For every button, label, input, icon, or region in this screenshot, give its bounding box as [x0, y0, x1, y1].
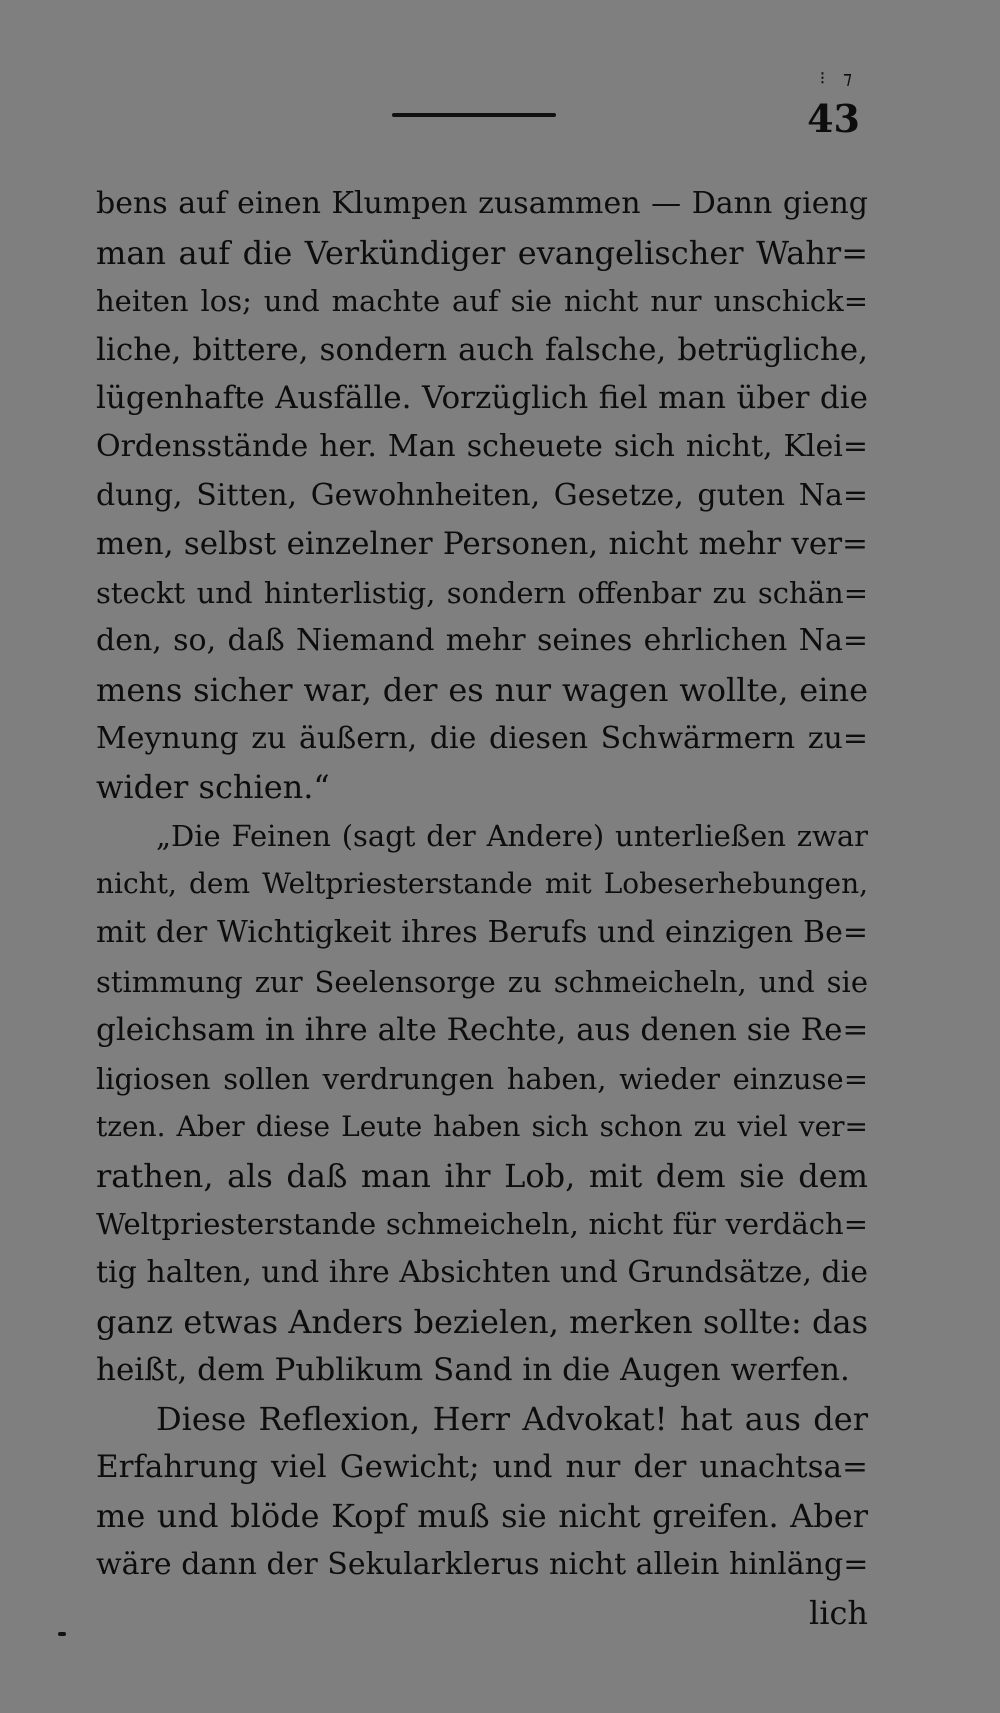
header-rule: [392, 113, 556, 117]
text-line: Diese Reflexion, Herr Advokat! hat aus der: [156, 1399, 868, 1438]
text-line: heißt, dem Publikum Sand in die Augen werfen.: [96, 1352, 850, 1389]
text-line: Meynung zu äußern, die diesen Schwärmern zu=: [96, 720, 868, 756]
top-marks: ⁝ ⁊: [819, 68, 858, 89]
text-line: men, selbst einzelner Personen, nicht mehr ver=: [96, 526, 868, 563]
text-line: ligiosen sollen verdrungen haben, wieder einzuse=: [96, 1061, 868, 1096]
ink-speck: [58, 1632, 66, 1636]
body-text: [96, 180, 868, 1638]
text-line: rathen, als daß man ihr Lob, mit dem sie dem: [96, 1156, 868, 1195]
text-line: man auf die Verkündiger evangelischer Wahr=: [96, 233, 868, 272]
text-line: tig halten, und ihre Absichten und Grundsätze, die: [96, 1255, 869, 1291]
text-line: bens auf einen Klumpen zusammen — Dann gieng: [96, 186, 868, 221]
text-line: nicht, dem Weltpriesterstande mit Lobeserhebungen,: [96, 867, 868, 901]
text-line: mens sicher war, der es nur wagen wollte, eine: [96, 670, 868, 709]
text-line: me und blöde Kopf muß sie nicht greifen. Aber: [96, 1497, 868, 1536]
text-line: den, so, daß Niemand mehr seines ehrlichen Na=: [96, 623, 868, 659]
text-line: Weltpriesterstande schmeicheln, nicht für verdäch=: [96, 1207, 868, 1242]
text-line: liche, bittere, sondern auch falsche, betrügliche,: [96, 331, 868, 368]
text-line: lügenhafte Ausfälle. Vorzüglich fiel man über die: [96, 380, 868, 417]
text-line: „Die Feinen (sagt der Andere) unterließen zwar: [156, 818, 868, 853]
text-line: Erfahrung viel Gewicht; und nur der unachtsa=: [96, 1449, 868, 1486]
catchword: lich: [809, 1594, 868, 1633]
text-line: ganz etwas Anders bezielen, merken sollte: das: [96, 1302, 868, 1341]
text-line: dung, Sitten, Gewohnheiten, Gesetze, guten Na=: [96, 477, 868, 513]
text-line: mit der Wichtigkeit ihres Berufs und einzigen Be=: [96, 914, 868, 950]
text-line: tzen. Aber diese Leute haben sich schon zu viel ver=: [96, 1110, 868, 1144]
text-line: heiten los; und machte auf sie nicht nur unschick=: [96, 284, 868, 319]
text-line: gleichsam in ihre alte Rechte, aus denen sie Re=: [96, 1012, 869, 1049]
page-number: 43: [807, 96, 860, 141]
text-line: stimmung zur Seelensorge zu schmeicheln, und sie: [96, 964, 868, 999]
text-line: steckt und hinterlistig, sondern offenbar zu schän=: [96, 575, 868, 610]
text-line: Ordensstände her. Man scheuete sich nicht, Klei=: [96, 428, 868, 464]
text-line: wider schien.“: [96, 768, 330, 807]
text-line: wäre dann der Sekularklerus nicht allein hinläng=: [96, 1546, 869, 1582]
